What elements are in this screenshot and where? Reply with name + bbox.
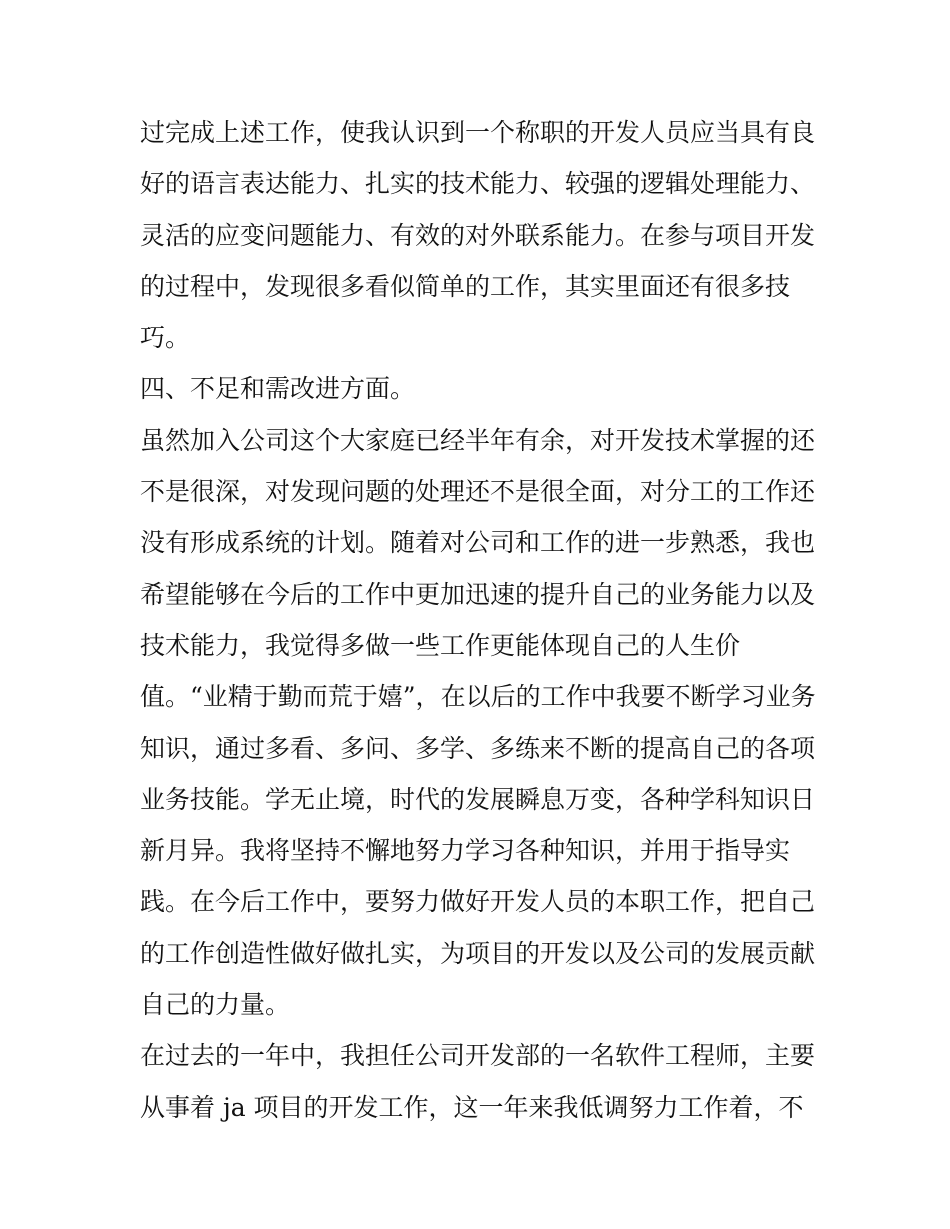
- text-line: 的过程中，发现很多看似简单的工作，其实里面还有很多技: [140, 271, 791, 301]
- text-line: 在过去的一年中，我担任公司开发部的一名软件工程师，主要: [140, 1041, 816, 1071]
- document-body: [140, 107, 830, 1133]
- text-line: 好的语言表达能力、扎实的技术能力、较强的逻辑处理能力、: [140, 169, 816, 199]
- text-line: 虽然加入公司这个大家庭已经半年有余，对开发技术掌握的还: [140, 425, 816, 455]
- text-line: 没有形成系统的计划。随着对公司和工作的进一步熟悉，我也: [140, 528, 816, 558]
- text-line: 业务技能。学无止境，时代的发展瞬息万变，各种学科知识日: [140, 784, 816, 814]
- text-line: 过完成上述工作，使我认识到一个称职的开发人员应当具有良: [140, 118, 816, 147]
- section-heading: 四、不足和需改进方面。: [140, 374, 416, 404]
- text-line: 知识，通过多看、多问、多学、多练来不断的提高自己的各项: [140, 733, 816, 763]
- text-line: 不是很深，对发现问题的处理还不是很全面，对分工的工作还: [140, 477, 816, 507]
- text-line: 希望能够在今后的工作中更加迅速的提升自己的业务能力以及: [140, 579, 816, 609]
- text-line: 从事着 ja 项目的开发工作，这一年来我低调努力工作着，不: [140, 1092, 804, 1122]
- text-line: 新月异。我将坚持不懈地努力学习各种知识，并用于指导实: [140, 836, 791, 866]
- text-line: 践。在今后工作中，要努力做好开发人员的本职工作，把自己: [140, 887, 816, 917]
- text-line: 技术能力，我觉得多做一些工作更能体现自己的人生价: [140, 630, 741, 660]
- text-line: 巧。: [140, 323, 191, 353]
- text-line: 灵活的应变问题能力、有效的对外联系能力。在参与项目开发: [140, 220, 816, 250]
- text-line: 的工作创造性做好做扎实，为项目的开发以及公司的发展贡献: [140, 938, 816, 968]
- text-line: 值。“业精于勤而荒于嬉”，在以后的工作中我要不断学习业务: [140, 682, 816, 712]
- text-line: 自己的力量。: [140, 990, 291, 1020]
